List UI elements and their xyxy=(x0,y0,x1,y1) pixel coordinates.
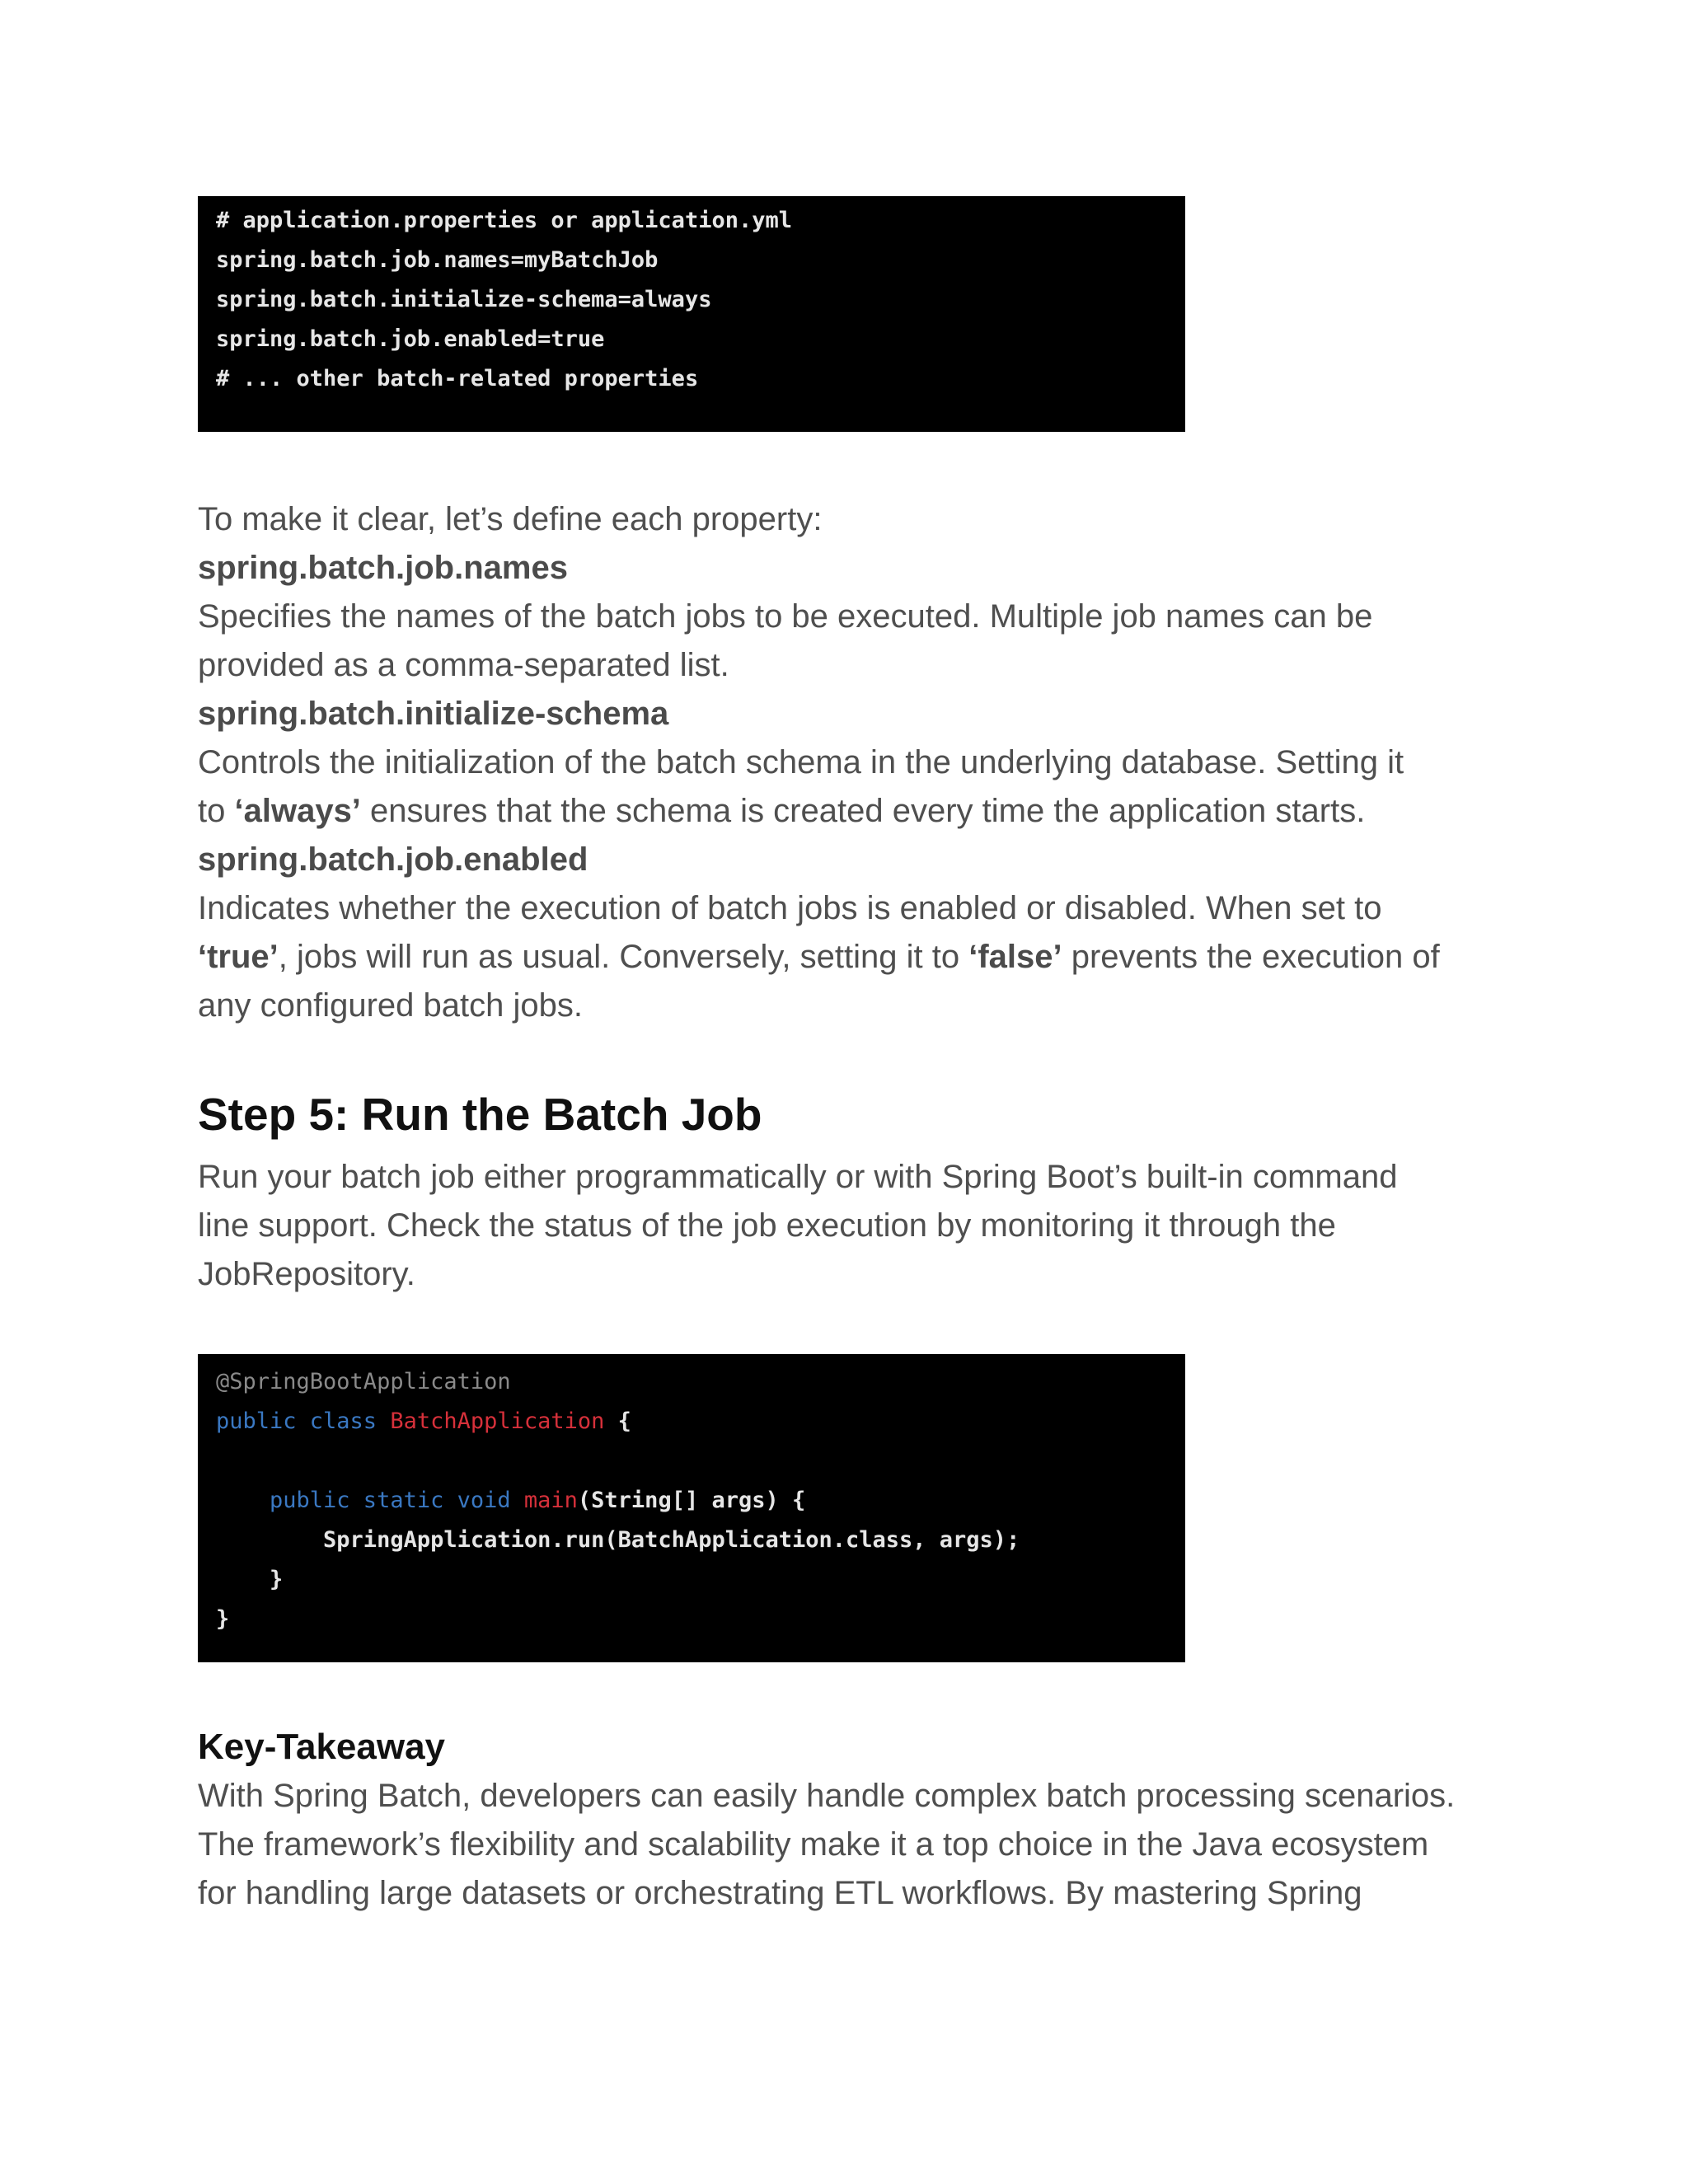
properties-code-block xyxy=(198,196,1185,432)
property-desc-line: any configured batch jobs. xyxy=(198,987,583,1024)
property-name-job-enabled: spring.batch.job.enabled xyxy=(198,841,588,878)
bold-value-false: ‘false’ xyxy=(968,939,1062,975)
text-run: ensures that the schema is created every time the application starts. xyxy=(360,793,1366,829)
step5-paragraph-line: Run your batch job either programmatically or with Spring Boot’s built-in command xyxy=(198,1159,1398,1195)
code-line xyxy=(216,1405,631,1438)
code-line: # ... other batch-related properties xyxy=(216,366,699,391)
java-code-block xyxy=(198,1354,1185,1662)
property-name-job-names: spring.batch.job.names xyxy=(198,550,568,586)
code-line: spring.batch.initialize-schema=always xyxy=(216,287,712,312)
properties-intro: To make it clear, let’s define each property: xyxy=(198,501,823,537)
text-run: to xyxy=(198,793,235,829)
code-line xyxy=(216,1366,511,1399)
step5-heading: Step 5: Run the Batch Job xyxy=(198,1089,762,1140)
code-line xyxy=(216,1484,805,1517)
takeaway-paragraph-line: The framework’s flexibility and scalability make it a top choice in the Java ecosystem xyxy=(198,1826,1429,1863)
code-keyword: public static void xyxy=(216,1488,524,1513)
takeaway-paragraph-line: for handling large datasets or orchestrating ETL workflows. By mastering Spring xyxy=(198,1875,1362,1911)
bold-value-true: ‘true’ xyxy=(198,939,279,975)
step5-paragraph-line: line support. Check the status of the job execution by monitoring it through the xyxy=(198,1207,1336,1244)
code-line: } xyxy=(216,1567,284,1592)
code-line: SpringApplication.run(BatchApplication.class, args); xyxy=(216,1527,1020,1553)
key-takeaway-heading: Key-Takeaway xyxy=(198,1727,446,1767)
code-line: spring.batch.job.enabled=true xyxy=(216,326,605,352)
property-desc-line: Indicates whether the execution of batch jobs is enabled or disabled. When set to xyxy=(198,890,1382,926)
property-desc-line: Controls the initialization of the batch schema in the underlying database. Setting it xyxy=(198,744,1404,780)
property-desc-line: Specifies the names of the batch jobs to be executed. Multiple job names can be xyxy=(198,598,1373,635)
code-text: (String[] args) { xyxy=(577,1488,806,1513)
code-line: # application.properties or application.yml xyxy=(216,208,792,233)
code-class-name: BatchApplication xyxy=(390,1408,605,1434)
property-desc-line xyxy=(198,787,1508,836)
code-line: spring.batch.job.names=myBatchJob xyxy=(216,247,659,273)
code-annotation: @SpringBootApplication xyxy=(216,1369,511,1394)
property-desc-line: provided as a comma-separated list. xyxy=(198,647,729,683)
text-run: prevents the execution of xyxy=(1062,939,1440,975)
code-text: { xyxy=(604,1408,631,1434)
bold-value-always: ‘always’ xyxy=(234,793,361,829)
text-run: , jobs will run as usual. Conversely, setting it to xyxy=(278,939,969,975)
step5-paragraph-line: JobRepository. xyxy=(198,1256,415,1292)
code-line: } xyxy=(216,1606,230,1632)
property-desc-line xyxy=(198,933,1508,982)
code-keyword: public class xyxy=(216,1408,391,1434)
code-method-name: main xyxy=(523,1488,578,1513)
property-name-initialize-schema: spring.batch.initialize-schema xyxy=(198,696,669,732)
takeaway-paragraph-line: With Spring Batch, developers can easily handle complex batch processing scenarios. xyxy=(198,1778,1456,1814)
